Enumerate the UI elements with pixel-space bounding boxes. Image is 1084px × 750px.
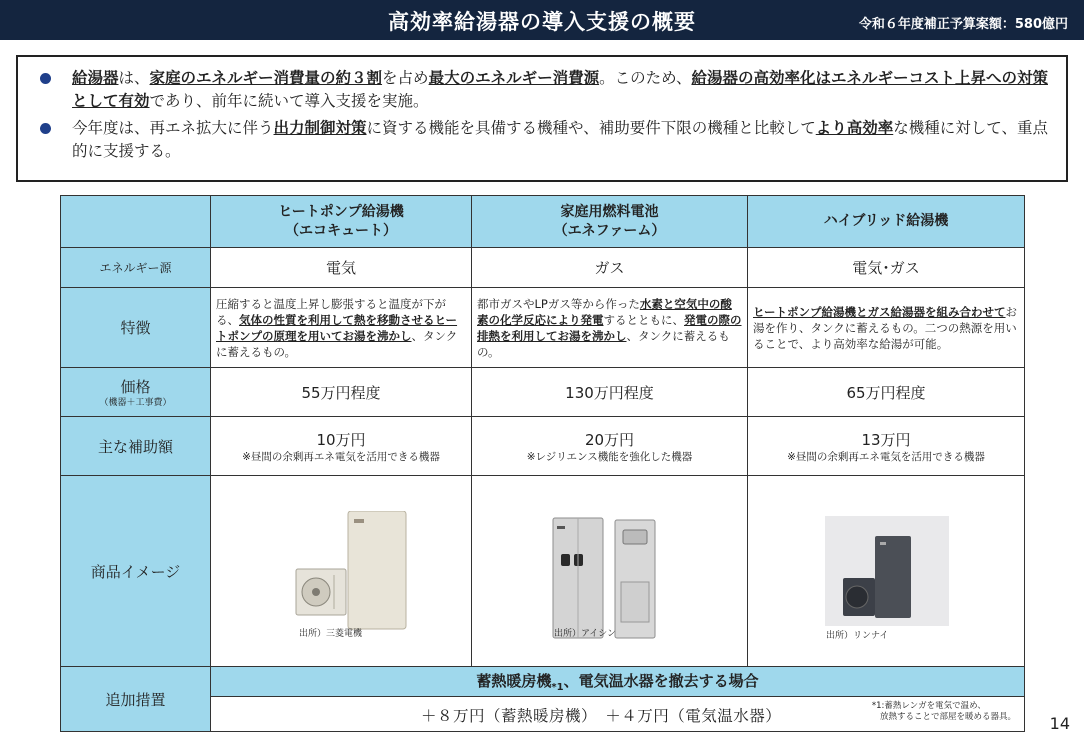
page-number: 14 — [1049, 714, 1070, 733]
feature-cell: 都市ガスやLPガス等から作った水素と空気中の酸素の化学反応により発電するとともに、発電の際の排熱を利用してお湯を沸かし、タンクに蓄えるもの。 — [472, 288, 748, 368]
column-header: 家庭用燃料電池 （エネファーム） — [472, 196, 748, 248]
comparison-table — [60, 195, 1025, 732]
price-cell: 55万円程度 — [211, 368, 472, 417]
feature-cell: 圧縮すると温度上昇し膨張すると温度が下がる、気体の性質を利用して熱を移動させるヒートポンプの原理を用いてお湯を沸かし、タンクに蓄えるもの。 — [211, 288, 472, 368]
row-label-energy: エネルギー源 — [61, 248, 211, 288]
row-label-feature: 特徴 — [61, 288, 211, 368]
header-bar — [0, 0, 1084, 40]
product-image-cell — [211, 476, 472, 667]
bullet-text: 今年度は、再エネ拡大に伴う出力制御対策に資する機能を具備する機種や、補助要件下限の機種と比較してより高効率な機種に対して、重点的に支援する。 — [72, 119, 1048, 160]
hybrid-unit-image — [825, 516, 949, 626]
summary-bullet — [38, 117, 1052, 163]
image-source: 出所）アイシン — [554, 629, 616, 639]
summary-bullet — [38, 67, 1052, 113]
energy-cell: 電気･ガス — [748, 248, 1025, 288]
product-image-cell — [472, 476, 748, 667]
budget-label: 令和６年度補正予算案額：580億円 — [858, 17, 1068, 32]
page-title: 高効率給湯器の導入支援の概要 — [388, 10, 696, 34]
image-source: 出所）三菱電機 — [299, 629, 363, 639]
row-label-image: 商品イメージ — [61, 476, 211, 667]
subsidy-cell: 13万円 ※昼間の余剰再エネ電気を活用できる機器 — [748, 417, 1025, 476]
image-source: 出所）リンナイ — [826, 631, 889, 641]
summary-box — [16, 55, 1068, 182]
bullet-text: 給湯器は、家庭のエネルギー消費量の約３割を占め最大のエネルギー消費源。このため、給湯器の高効率化はエネルギーコスト上昇への対策として有効であり、前年に続いて導入支援を実施。 — [72, 69, 1048, 110]
energy-cell: ガス — [472, 248, 748, 288]
additional-amount: ＋８万円（蓄熱暖房機） ＋４万円（電気温水器） — [421, 707, 782, 725]
column-header: ヒートポンプ給湯機 （エコキュート） — [211, 196, 472, 248]
footnote: *1:蓄熱レンガを電気で温め、 放熱することで部屋を暖める器具。 — [871, 701, 1016, 722]
column-header: ハイブリッド給湯機 — [748, 196, 1025, 248]
price-cell: 130万円程度 — [472, 368, 748, 417]
feature-cell: ヒートポンプ給湯機とガス給湯器を組み合わせてお湯を作り、タンクに蓄えるもの。二つの熱源を用いることで、より高効率な給湯が可能。 — [748, 288, 1025, 368]
subsidy-cell: 10万円 ※昼間の余剰再エネ電気を活用できる機器 — [211, 417, 472, 476]
row-label-price: 価格 （機器＋工事費） — [61, 368, 211, 417]
bullet-dot-icon — [40, 73, 51, 84]
additional-measure-cell — [211, 697, 1025, 732]
price-cell: 65万円程度 — [748, 368, 1025, 417]
energy-cell: 電気 — [211, 248, 472, 288]
product-image-cell — [748, 476, 1025, 667]
subsidy-cell: 20万円 ※レジリエンス機能を強化した機器 — [472, 417, 748, 476]
row-label-additional: 追加措置 — [61, 667, 211, 732]
additional-measure-header: 蓄熱暖房機$_{*1}$、電気温水器を撤去する場合 — [211, 667, 1025, 697]
row-label-subsidy: 主な補助額 — [61, 417, 211, 476]
corner-cell — [61, 196, 211, 248]
bullet-dot-icon — [40, 123, 51, 134]
ecocute-unit-image — [286, 511, 486, 641]
